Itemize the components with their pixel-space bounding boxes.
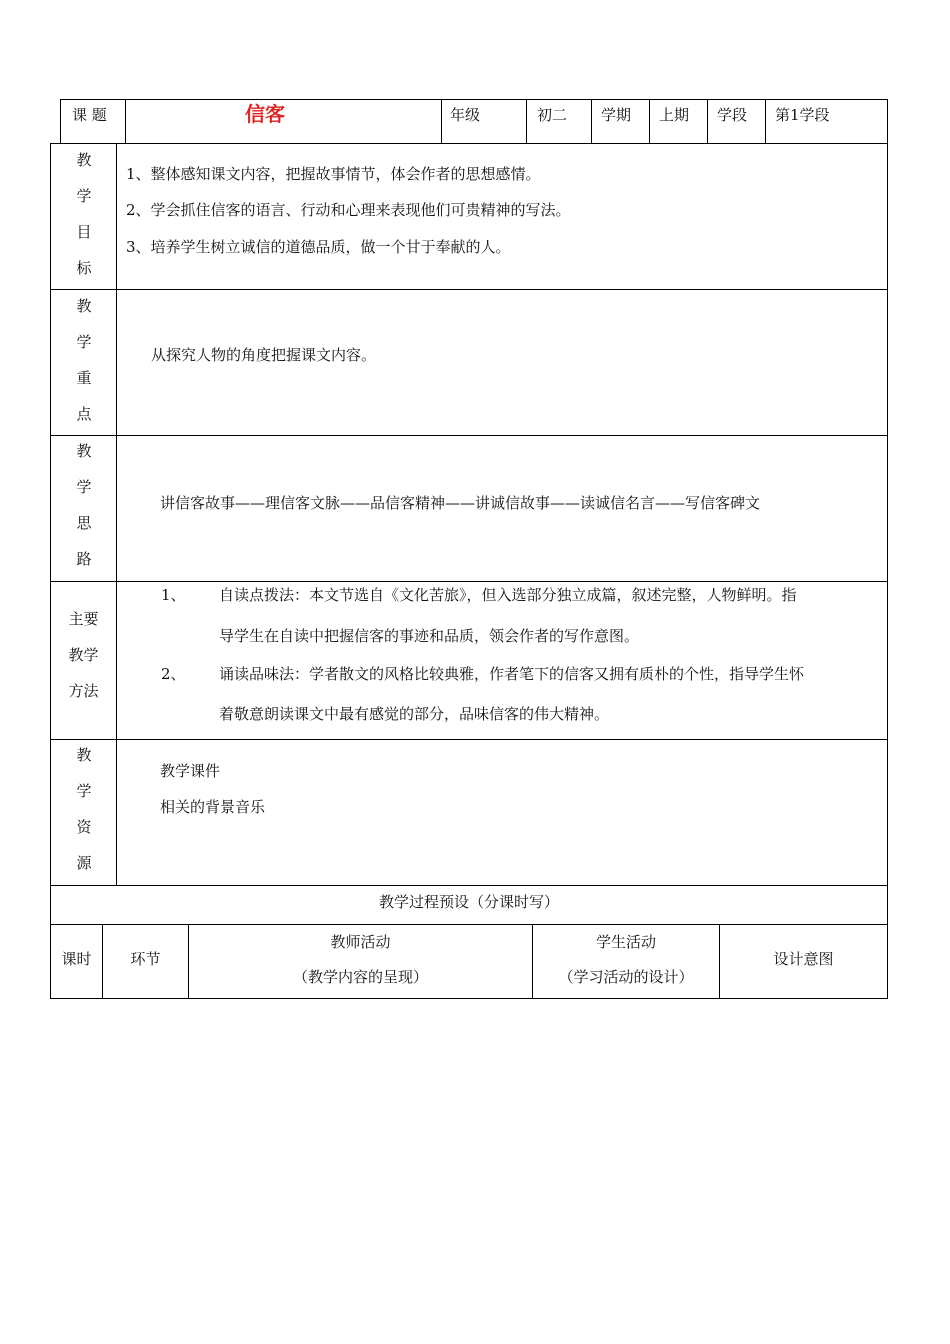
lesson-title: 信客 [245,102,285,126]
col-step: 环节 [130,950,161,968]
process-title: 教学过程预设（分课时写） [378,893,559,911]
grade-value: 初二 [537,106,568,124]
methods-label: 主要 教学 方法 [68,610,99,700]
resources-label: 教 学 资 源 [76,746,92,872]
goal-item: 3、培养学生树立诚信的道德品质，做一个甘于奉献的人。 [126,238,511,256]
method-number: 2、 [161,665,186,683]
col-lesson: 课时 [61,950,92,968]
goals-label: 教 学 目 标 [76,151,92,277]
stage-value: 第1学段 [775,106,830,124]
method-line: 着敬意朗读课文中最有感觉的部分，品味信客的伟大精神。 [219,705,610,723]
col-teacher: 教师活动 [330,933,391,951]
grade-label: 年级 [450,106,481,124]
col-intent: 设计意图 [773,950,834,968]
method-line: 诵读品味法：学者散文的风格比较典雅，作者笔下的信客又拥有质朴的个性，指导学生怀 [219,665,805,683]
col-teacher-sub: （教学内容的呈现） [292,968,428,986]
method-number: 1、 [161,586,186,604]
stage-label: 学段 [717,106,748,124]
term-value: 上期 [659,106,690,124]
goal-item: 2、学会抓住信客的语言、行动和心理来表现他们可贵精神的写法。 [126,201,571,219]
col-student-sub: （学习活动的设计） [558,968,694,986]
term-label: 学期 [601,106,632,124]
method-line: 导学生在自读中把握信客的事迹和品质，领会作者的写作意图。 [219,627,640,645]
method-line: 自读点拨法：本文节选自《文化苦旅》，但入选部分独立成篇，叙述完整，人物鲜明。指 [219,586,797,604]
topic-label: 课 题 [72,106,107,124]
goal-item: 1、整体感知课文内容，把握故事情节，体会作者的思想感情。 [126,165,541,183]
resource-item: 教学课件 [160,762,221,780]
col-student: 学生活动 [595,933,656,951]
thinking-text: 讲信客故事——理信客文脉——品信客精神——讲诚信故事——读诚信名言——写信客碑文 [160,494,761,512]
focus-text: 从探究人物的角度把握课文内容。 [151,346,377,364]
resource-item: 相关的背景音乐 [160,798,266,816]
thinking-label: 教 学 思 路 [76,442,92,568]
focus-label: 教 学 重 点 [76,297,92,423]
